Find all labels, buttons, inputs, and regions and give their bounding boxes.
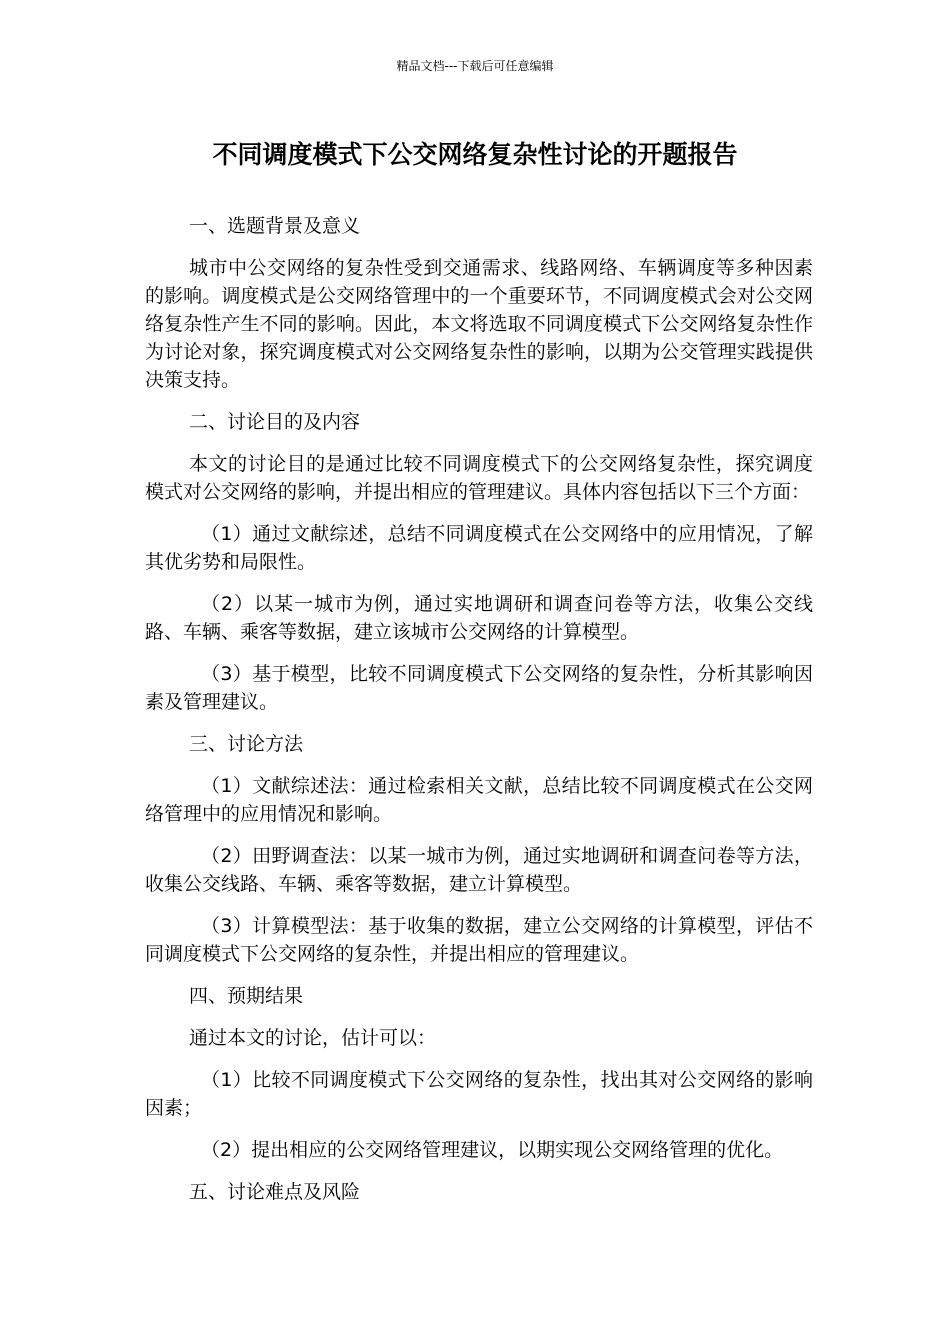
section-2-item-1: （1）通过文献综述，总结不同调度模式在公交网络中的应用情况，了解其优劣势和局限性。 — [145, 523, 813, 573]
section-2-item-3: （3）基于模型，比较不同调度模式下公交网络的复杂性，分析其影响因素及管理建议。 — [145, 663, 813, 713]
section-4-intro: 通过本文的讨论，估计可以： — [189, 1027, 437, 1049]
section-heading-1: 一、选题背景及意义 — [189, 215, 361, 237]
section-4-item-2: （2）提出相应的公交网络管理建议，以期实现公交网络管理的优化。 — [201, 1139, 784, 1161]
section-2-paragraph: 本文的讨论目的是通过比较不同调度模式下的公交网络复杂性，探究调度模式对公交网络的影响，并提出相应的管理建议。具体内容包括以下三个方面： — [145, 453, 813, 503]
document-title: 不同调度模式下公交网络复杂性讨论的开题报告 — [212, 140, 738, 169]
section-heading-4: 四、预期结果 — [189, 985, 304, 1007]
section-2-item-2: （2）以某一城市为例，通过实地调研和调查问卷等方法，收集公交线路、车辆、乘客等数据，建立该城市公交网络的计算模型。 — [145, 593, 813, 643]
section-heading-2: 二、讨论目的及内容 — [189, 411, 361, 433]
header-note: 精品文档---下载后可任意编辑 — [396, 59, 554, 73]
section-1-paragraph: 城市中公交网络的复杂性受到交通需求、线路网络、车辆调度等多种因素的影响。调度模式是公交网络管理中的一个重要环节，不同调度模式会对公交网络复杂性产生不同的影响。因此，本文将选取不同调度模式下公交网络复杂性作为讨论对象，探究调度模式对公交网络复杂性的影响，以期为公交管理实践提供决策支持。 — [145, 257, 813, 391]
section-heading-5: 五、讨论难点及风险 — [189, 1181, 361, 1203]
section-3-item-1: （1）文献综述法：通过检索相关文献，总结比较不同调度模式在公交网络管理中的应用情况和影响。 — [145, 775, 813, 825]
section-4-item-1: （1）比较不同调度模式下公交网络的复杂性，找出其对公交网络的影响因素； — [145, 1069, 813, 1119]
document-body — [145, 212, 813, 1220]
section-3-item-2: （2）田野调查法：以某一城市为例，通过实地调研和调查问卷等方法，收集公交线路、车辆、乘客等数据，建立计算模型。 — [145, 845, 813, 895]
section-heading-3: 三、讨论方法 — [189, 733, 304, 755]
section-3-item-3: （3）计算模型法：基于收集的数据，建立公交网络的计算模型，评估不同调度模式下公交网络的复杂性，并提出相应的管理建议。 — [145, 915, 813, 965]
